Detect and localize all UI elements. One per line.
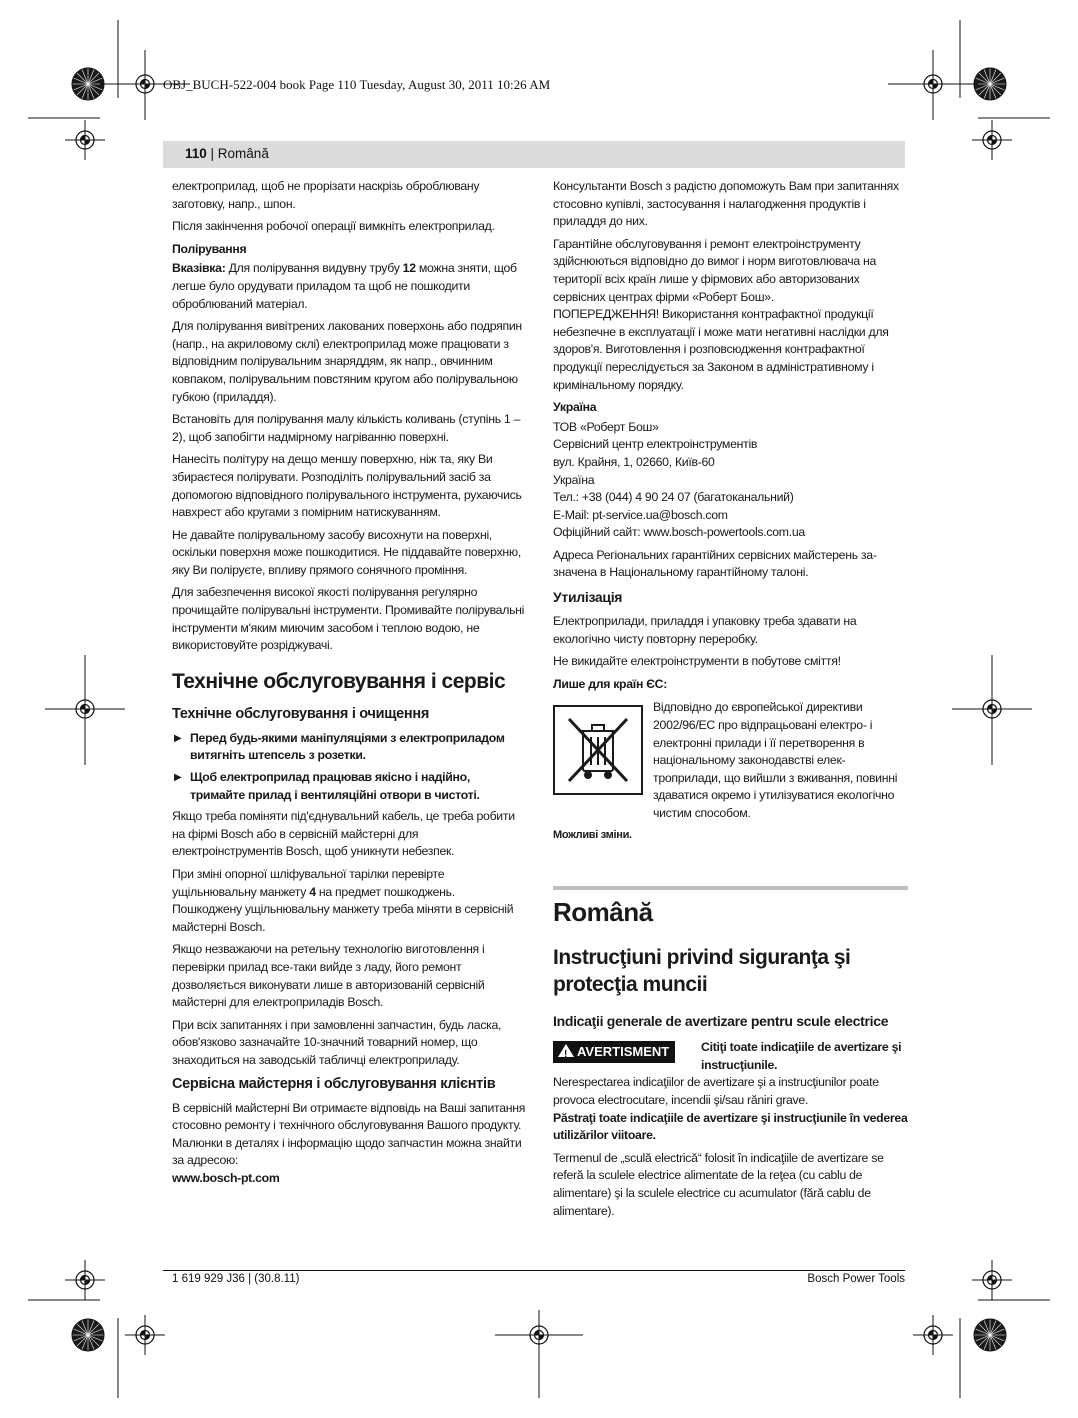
registration-mark-icon — [972, 120, 1012, 160]
registration-mark-icon — [125, 1315, 165, 1355]
paragraph: При зміні опорної шліфувальної тарілки перевірте ущільнювальну манжету 4 на предмет пошкоджень. Пошкоджену ущільнювальну манжету треба міняти в сервісній майстерні Bosch. — [172, 867, 514, 934]
heading-ro-safety: Instrucţiuni privind siguranţa şi protecţia muncii — [553, 946, 851, 997]
color-registration-mark-icon — [974, 68, 1006, 100]
paragraph: Якщо незважаючи на ретельну технологію виготовлення і перевірки прилад все-таки вийде з ладу, його ремонт дозволяється виконувати лише в авторизованій сервісній майстерні для електроприладів Bosch. — [172, 942, 485, 1010]
part-number: 12 — [402, 261, 416, 276]
heading-polishing: Полірування — [172, 241, 247, 256]
heading-workshop: Сервісна майстерня і обслуговування клієнтів — [172, 1075, 496, 1092]
paragraph: Консультанти Bosch з радістю допоможуть Вам при запитаннях стосовно купівлі, застосування і налагодження продуктів і приладдя до них. — [553, 179, 899, 229]
weee-text: Відповідно до європейської директиви 2002/96/ЕС про відпрацьовані електро- і електронні прилади і її перетворення в національному законодавстві електроприлади, що вийшли з вживання, повинні здаватися окремо і утилізуватися екологічно чистим способом. — [653, 700, 898, 820]
paragraph: електроприлад, щоб не прорізати наскрізь оброблювану заготовку, напр., шпон. — [172, 179, 480, 211]
address-line: ТОВ «Роберт Бош» — [553, 419, 659, 434]
header-separator: | — [206, 146, 218, 161]
paragraph: При всіх запитаннях і при замовленні запчастин, будь ласка, обов'язково зазначайте 10-значний товарний номер, що знаходиться на заводській табличці електроприладу. — [172, 1017, 502, 1067]
bullet-arrow-icon: ▶ — [174, 772, 182, 784]
heading-service: Технічне обслуговування і сервіс — [172, 669, 506, 693]
paragraph: Păstraţi toate indicaţiile de avertizare şi instrucţiunile în vederea utilizărilor viitoare. — [553, 1110, 908, 1143]
bullet-item: ▶ Щоб електроприлад працював якісно і надійно, тримайте прилад і вентиляційні отвори в чистоті. — [174, 770, 480, 802]
paragraph: Для полірування вивітрених лакованих поверхонь або подряпин (напр., на акриловому склі) електроприлад може працювати з відповідним полірувальним знаряддям, як напр., овчинним ковпаком, полірувальним повстяним кругом або полірувальною губкою (приладдя). — [172, 319, 522, 404]
paragraph: Termenul de „sculă electrică“ folosit în indicaţiile de avertizare se referă la sculele electrice alimentate de la reţea (cu cablu de alimentare) şi la sculele electrice cu acumulator (fără cablu de alimentare). — [553, 1150, 884, 1218]
color-registration-mark-icon — [72, 68, 104, 100]
paragraph: Електроприлади, приладдя і упаковку треба здавати на екологічно чисту повторну переробку. — [553, 614, 857, 646]
address-block — [553, 419, 908, 542]
address-line: Україна — [553, 472, 595, 487]
heading-ukraine: Україна — [553, 400, 597, 415]
print-slug: OBJ_BUCH-522-004 book Page 110 Tuesday, August 30, 2011 10:26 AM — [163, 77, 551, 92]
heading-romana: Română — [553, 897, 653, 928]
paragraph: Якщо треба поміняти під'єднувальний кабель, це треба робити на фірмі Bosch або в сервісній майстерні для електроінструментів Bosch, щоб уникнути небезпек. — [172, 809, 515, 859]
running-header-text — [185, 146, 269, 161]
bullet-item: ▶ Перед будь-якими маніпуляціями з електроприладом витягніть штепсель з розетки. — [174, 730, 505, 763]
address-line: вул. Крайня, 1, 02660, Київ-60 — [553, 454, 715, 469]
paragraph: Нанесіть політуру на дещо меншу поверхню, ніж та, яку Ви збираєтеся полірувати. Розподіліть полірувальний засіб за допомогою відповідного полірувального інструмента, рухаючись навхрест або кругами з помірним натискуванням. — [172, 452, 522, 520]
warning-heading: Citiţi toate indicaţiile de avertizare şi instrucţiunile. — [701, 1040, 902, 1072]
address-phone: Тел.: +38 (044) 4 90 24 07 (багатоканальний) — [553, 490, 794, 505]
color-registration-mark-icon — [72, 1319, 104, 1351]
warning-badge: ! AVERTISMENT — [553, 1041, 675, 1063]
paragraph: Для забезпечення високої якості полірування регулярно прочищайте полірувальні інструменти. Промивайте полірувальні інструменти м'яким миючим засобом і теплою водою, не використовуйте розріджувачі. — [172, 585, 525, 653]
bullet-arrow-icon: ▶ — [174, 732, 182, 744]
heading-ro-general: Indicaţii generale de avertizare pentru scule electrice — [553, 1013, 889, 1030]
paragraph: Встановіть для полірування малу кількість коливань (ступінь 1 – 2), щоб запобігти надмірному нагріванню поверхні. — [172, 412, 521, 444]
heading-maintenance: Технічне обслуговування і очищення — [172, 705, 429, 722]
paragraph: Не давайте полірувальному засобу висохнути на поверхні, оскільки поверхня може пошкодитися. Не піддавайте поверхню, яку Ви поліруєте, впливу прямого сонячного проміння. — [172, 527, 521, 577]
address-email: E-Mail: pt-service.ua@bosch.com — [553, 507, 728, 522]
header-language: Română — [217, 146, 269, 161]
address-line: Сервісний центр електроінструментів — [553, 437, 758, 452]
registration-mark-icon — [972, 1260, 1012, 1300]
address-website: Офіційний сайт: www.bosch-powertools.com.ua — [553, 525, 805, 540]
paragraph: Nerespectarea indicaţiilor de avertizare şi a instrucţiunilor poate provoca electrocutare, incendii şi/sau răniri grave. — [553, 1075, 879, 1107]
note-label: Вказівка: — [172, 261, 226, 276]
note-paragraph: Вказівка: Для полірування видувну трубу 12 можна зняти, щоб легше було орудувати приладом та щоб не пошкодити оброблюваний матеріал. — [172, 261, 517, 311]
footer-rule — [163, 1270, 905, 1271]
paragraph: Не викидайте електроінструменти в побутове сміття! — [553, 654, 841, 669]
section-divider — [553, 886, 908, 890]
color-registration-mark-icon — [974, 1319, 1006, 1351]
footer-brand: Bosch Power Tools — [807, 1273, 905, 1285]
warning-row — [553, 1039, 908, 1074]
page-number: 110 — [185, 146, 207, 161]
paragraph: Після закінчення робочої операції вимкніть електроприлад. — [172, 219, 495, 234]
heading-eu-only: Лише для країн ЄС: — [553, 676, 668, 691]
left-column — [172, 178, 527, 1193]
website-url: www.bosch-pt.com — [172, 1170, 280, 1185]
running-header — [163, 141, 905, 168]
warning-triangle-icon: ! — [558, 1044, 574, 1057]
paragraph: В сервісній майстерні Ви отримаєте відповідь на Ваші запитання стосовно ремонту і технічного обслуговування Вашого продукту. Малюнки в деталях і інформацію щодо запчастин можна знайти за адресою: — [172, 1100, 526, 1168]
paragraph: Гарантійне обслуговування і ремонт електроінструменту здійснюються відповідно до вимог і норм виготовлювача на території всіх країн лише у фірмових або авторизованих сервісних центрах фірми «Роберт Бош». — [553, 236, 877, 304]
right-column — [553, 178, 908, 1225]
crossed-out-bin-icon — [553, 705, 643, 795]
paragraph: ПОПЕРЕДЖЕННЯ! Використання контрафактної продукції небезпечне в експлуатації і може мати негативні наслідки для здоров'я. Виготовлення і розповсюдження контрафактної продукції переслідується за Законом в адміністративному і кримінальному порядку. — [553, 307, 889, 392]
paragraph: Адреса Регіональних гарантійних сервісних майстерень зазначена в Національному гарантійному талоні. — [553, 547, 877, 580]
registration-mark-icon — [65, 120, 105, 160]
registration-mark-icon — [913, 1315, 953, 1355]
registration-mark-icon — [65, 1260, 105, 1300]
footer-doc-number: 1 619 929 J36 | (30.8.11) — [172, 1273, 300, 1285]
changes-note: Можливі зміни. — [553, 828, 632, 841]
heading-disposal: Утилізація — [553, 589, 623, 606]
weee-section — [553, 699, 908, 822]
part-number: 4 — [309, 884, 316, 899]
